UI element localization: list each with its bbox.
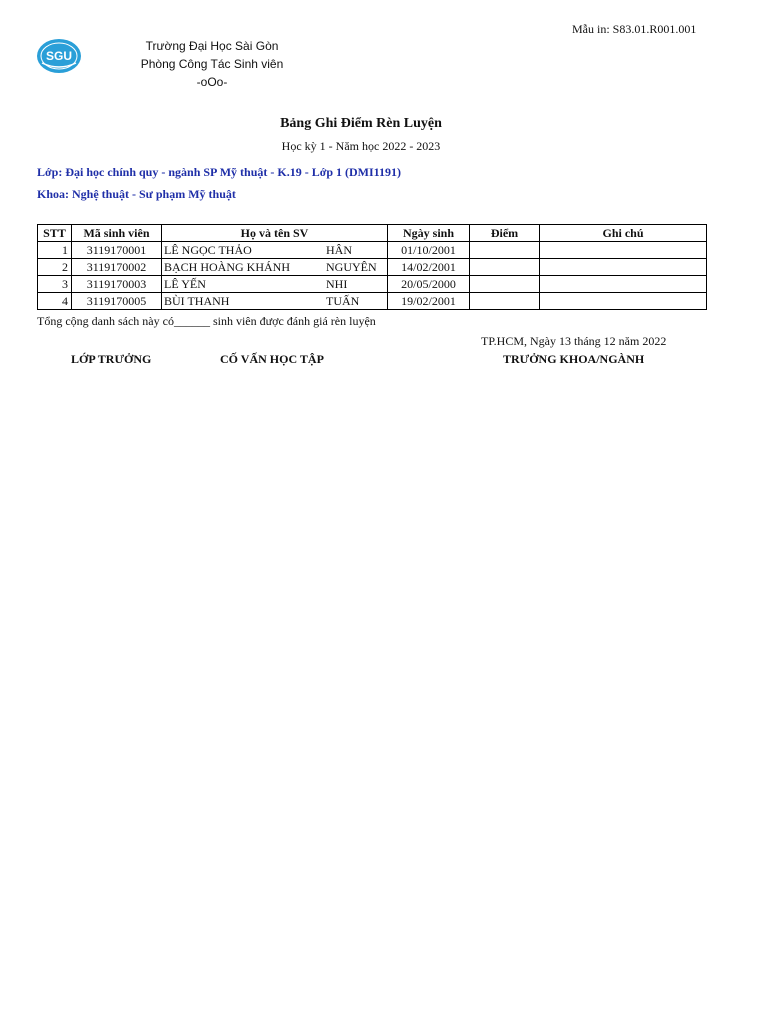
logo-text: SGU (45, 49, 73, 63)
table-header-row (38, 225, 707, 242)
signature-advisor: CỐ VẤN HỌC TẬP (220, 352, 324, 366)
header-student-id: Mã sinh viên (72, 225, 162, 242)
org-department: Phòng Công Tác Sinh viên (140, 57, 284, 71)
cell-score[interactable] (470, 293, 540, 310)
header-birth-date: Ngày sinh (388, 225, 470, 242)
cell-note[interactable] (540, 293, 707, 310)
cell-last-middle-name: BẠCH HOÀNG KHÁNH (162, 259, 324, 276)
cell-note[interactable] (540, 259, 707, 276)
document-term: Học kỳ 1 - Năm học 2022 - 2023 (281, 139, 441, 153)
cell-note[interactable] (540, 242, 707, 259)
table-row (38, 276, 707, 293)
cell-first-name: TUẤN (323, 293, 388, 310)
student-table (37, 224, 707, 310)
header-score: Điểm (470, 225, 540, 242)
cell-first-name: NHI (323, 276, 388, 293)
place-date: TP.HCM, Ngày 13 tháng 12 năm 2022 (481, 334, 667, 348)
table-row (38, 242, 707, 259)
cell-stt: 1 (38, 242, 72, 259)
university-logo (36, 37, 82, 75)
cell-stt: 3 (38, 276, 72, 293)
cell-birth-date: 19/02/2001 (388, 293, 470, 310)
cell-last-middle-name: BÙI THANH (162, 293, 324, 310)
cell-birth-date: 14/02/2001 (388, 259, 470, 276)
class-info: Lớp: Đại học chính quy - ngành SP Mỹ thuật - K.19 - Lớp 1 (DMI1191) (37, 165, 402, 179)
header-separator: -oOo- (196, 75, 228, 89)
header-stt: STT (38, 225, 72, 242)
cell-score[interactable] (470, 242, 540, 259)
table-row (38, 259, 707, 276)
table-row (38, 293, 707, 310)
cell-birth-date: 01/10/2001 (388, 242, 470, 259)
cell-stt: 4 (38, 293, 72, 310)
cell-student-id: 3119170003 (72, 276, 162, 293)
signature-dean: TRƯỞNG KHOA/NGÀNH (503, 352, 645, 366)
header-note: Ghi chú (540, 225, 707, 242)
signature-class-monitor: LỚP TRƯỞNG (71, 352, 152, 366)
cell-stt: 2 (38, 259, 72, 276)
header-full-name: Họ và tên SV (162, 225, 388, 242)
cell-student-id: 3119170001 (72, 242, 162, 259)
total-summary: Tổng cộng danh sách này có______ sinh viên được đánh giá rèn luyện (37, 314, 376, 328)
cell-first-name: HÂN (323, 242, 388, 259)
cell-first-name: NGUYÊN (323, 259, 388, 276)
cell-student-id: 3119170002 (72, 259, 162, 276)
cell-score[interactable] (470, 259, 540, 276)
faculty-info: Khoa: Nghệ thuật - Sư phạm Mỹ thuật (37, 187, 236, 201)
cell-student-id: 3119170005 (72, 293, 162, 310)
cell-last-middle-name: LÊ YẾN (162, 276, 324, 293)
cell-score[interactable] (470, 276, 540, 293)
org-name: Trường Đại Học Sài Gòn (145, 39, 279, 53)
document-title: Bảng Ghi Điểm Rèn Luyện (280, 116, 442, 131)
form-code: Mẫu in: S83.01.R001.001 (572, 22, 697, 36)
cell-birth-date: 20/05/2000 (388, 276, 470, 293)
cell-note[interactable] (540, 276, 707, 293)
cell-last-middle-name: LÊ NGỌC THẢO (162, 242, 324, 259)
